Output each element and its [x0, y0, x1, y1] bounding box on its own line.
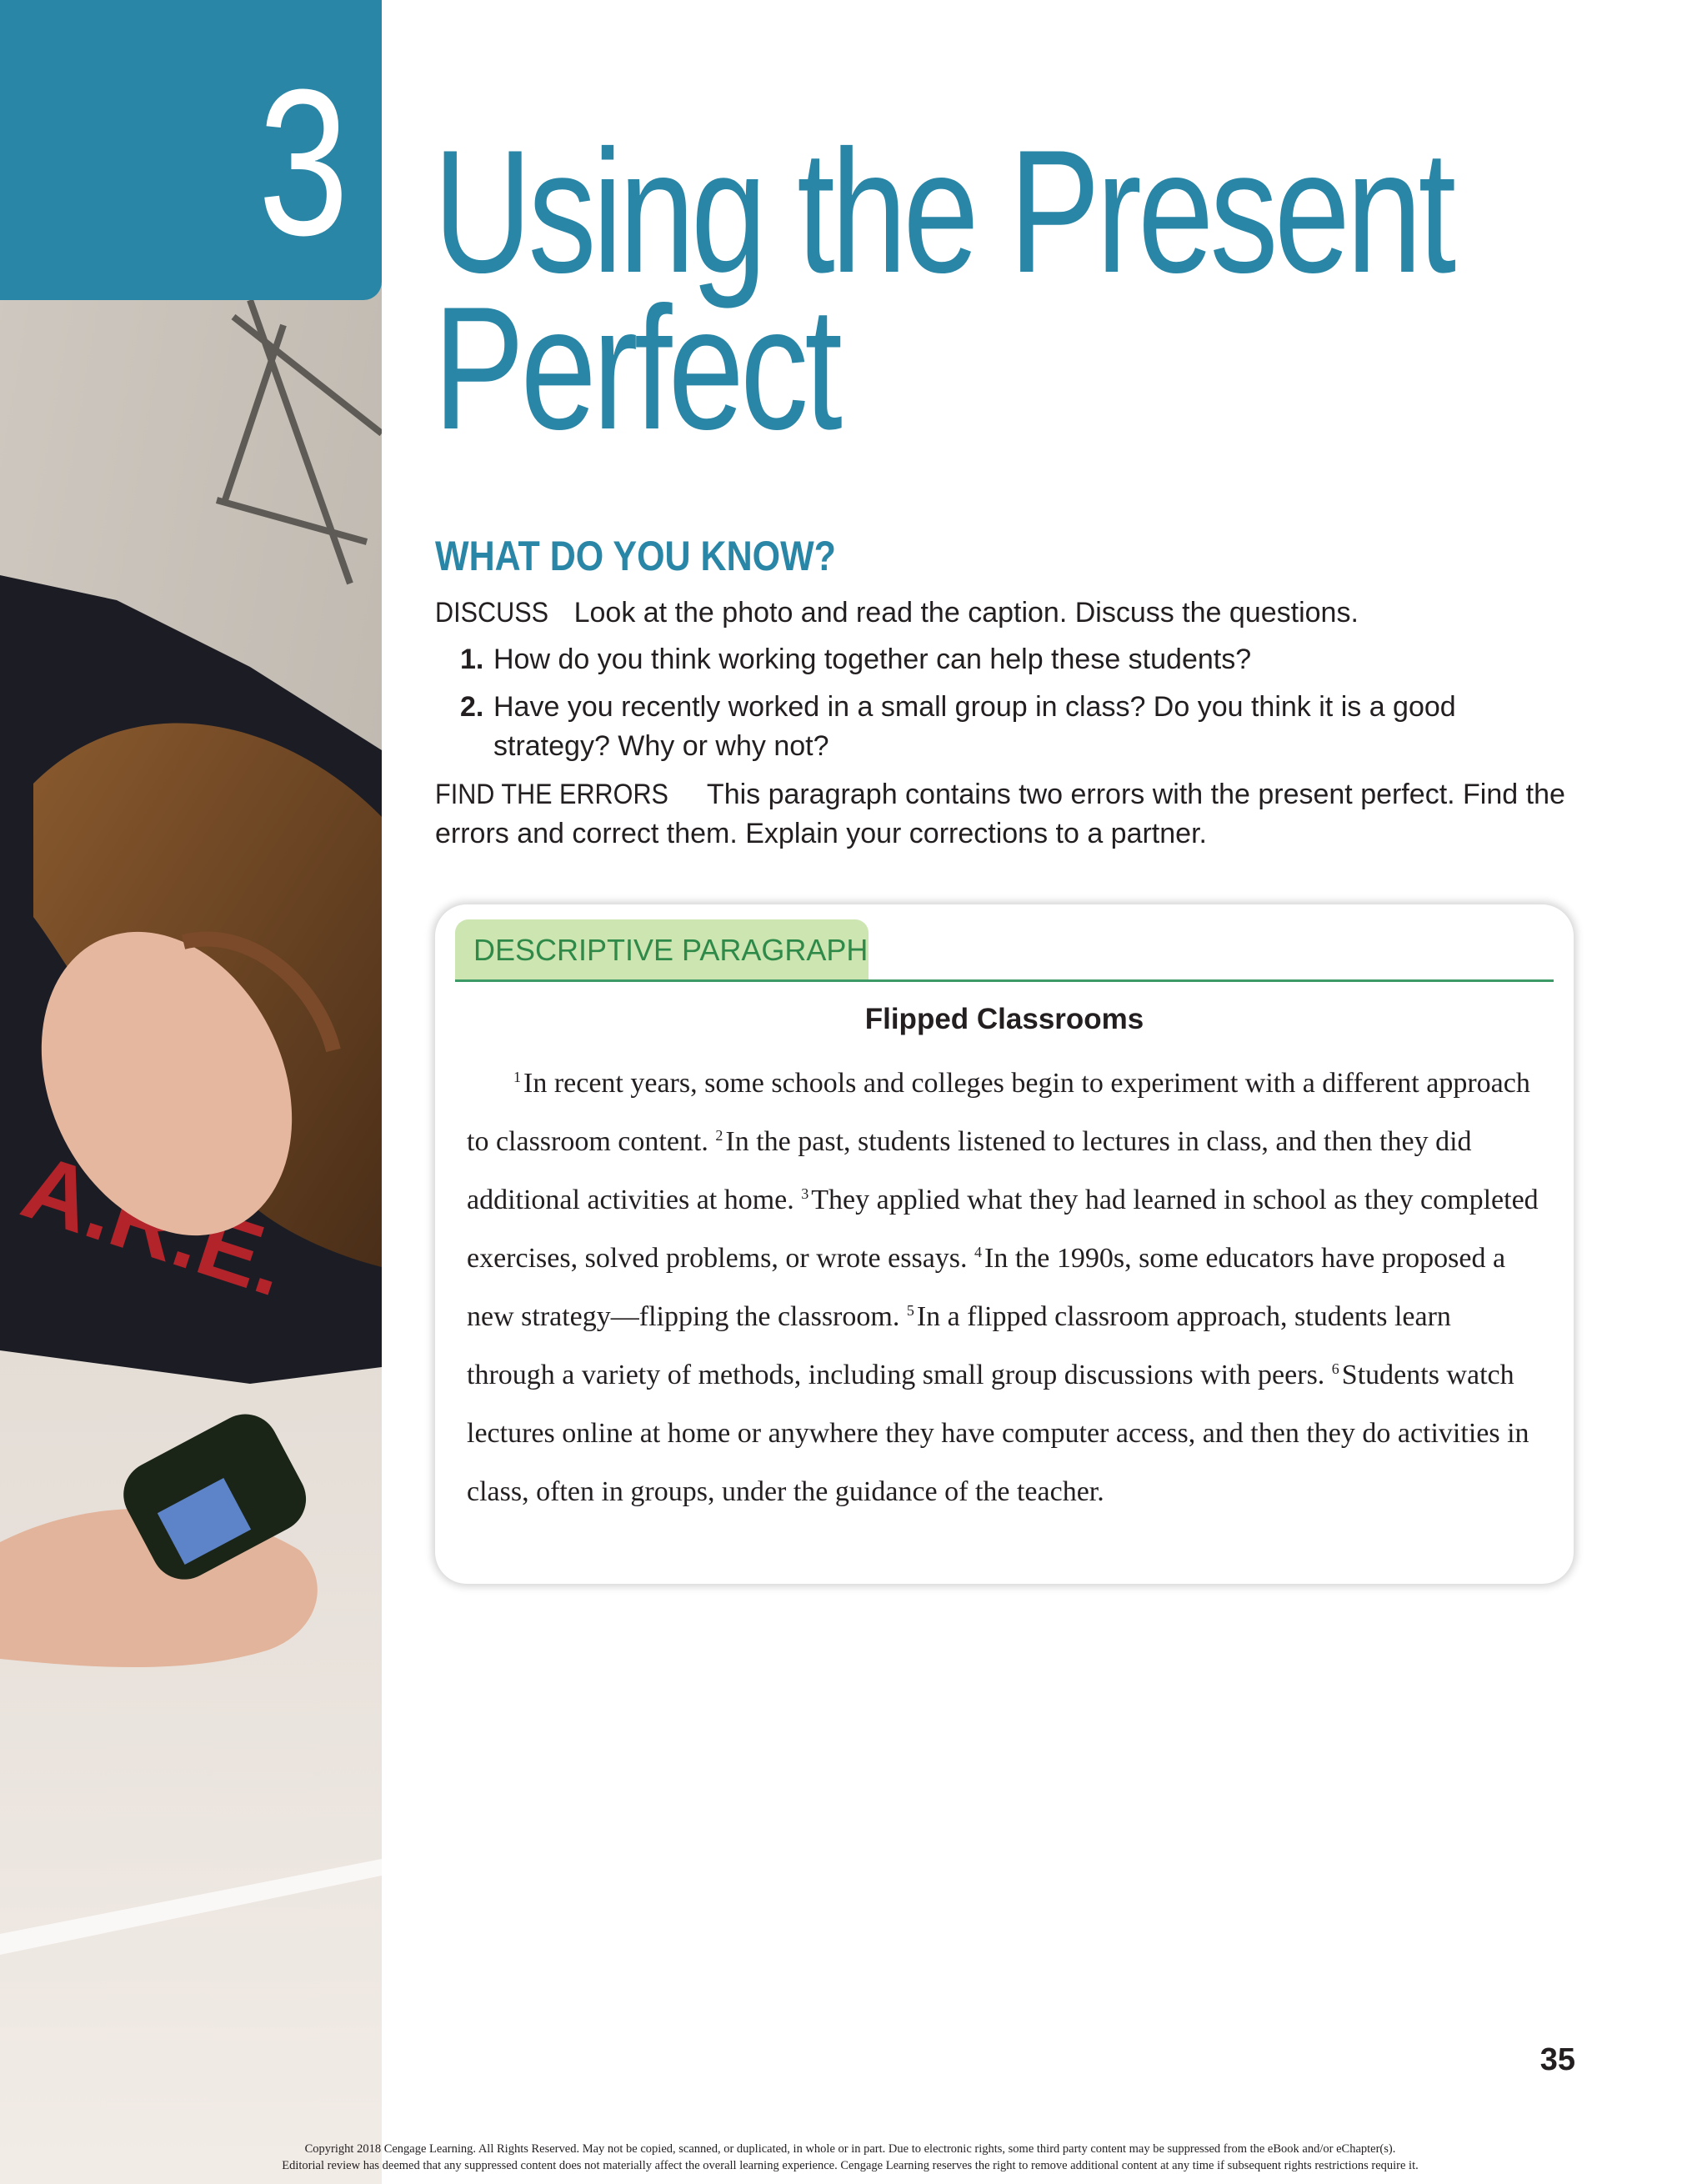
- chapter-number: 3: [258, 46, 343, 278]
- sentence-text: In the past, students listened to lectures in class, and then they did additional activities at home.: [467, 1126, 1472, 1215]
- copyright-notice: [133, 2141, 1567, 2174]
- sentence-number: 5: [906, 1302, 914, 1319]
- section-heading: WHAT DO YOU KNOW?: [435, 533, 836, 579]
- chapter-title: [433, 113, 1453, 466]
- sentence-text: In a flipped classroom approach, students learn through a variety of methods, including small group discussions with peers.: [467, 1301, 1451, 1390]
- sentence-number: 1: [513, 1069, 521, 1085]
- chapter-photo: [0, 0, 382, 2184]
- sentence-text: In recent years, some schools and colleges begin to experiment with a different approach to classroom content.: [467, 1068, 1530, 1157]
- card-divider: [455, 979, 1554, 982]
- find-errors-label: FIND THE ERRORS: [435, 779, 668, 810]
- question-item: [460, 688, 1577, 766]
- question-text: How do you think working together can help these students?: [493, 644, 1252, 675]
- sentence-number: 4: [974, 1244, 983, 1260]
- discuss-instruction: [435, 594, 1585, 633]
- find-errors-instruction: [435, 775, 1569, 854]
- page-number: 35: [1539, 2042, 1575, 2077]
- question-number: 1.: [460, 644, 484, 675]
- paragraph-card: [435, 904, 1574, 1584]
- question-item: [460, 640, 1577, 679]
- question-number: 2.: [460, 691, 484, 723]
- question-list: [460, 640, 1577, 774]
- chapter-number-tab: [0, 0, 382, 300]
- sentence-text: Students watch lectures online at home or anywhere they have computer access, and then they do activities in class, often in groups, under the guidance of the teacher.: [467, 1360, 1529, 1507]
- sentence-number: 2: [715, 1127, 723, 1144]
- chapter-title-line1: Using the Present: [433, 113, 1453, 309]
- sentence-number: 6: [1331, 1360, 1339, 1377]
- chapter-title-line2: Perfect: [433, 270, 839, 466]
- sentence-text: They applied what they had learned in school as they completed exercises, solved problems, or wrote essays.: [467, 1185, 1539, 1274]
- paragraph-body: [467, 1054, 1542, 1521]
- discuss-label: DISCUSS: [435, 597, 549, 629]
- sentence-text: In the 1990s, some educators have proposed a new strategy—flipping the classroom.: [467, 1243, 1506, 1332]
- sentence-number: 3: [801, 1185, 809, 1202]
- paragraph-type-tab: [455, 919, 869, 979]
- question-text: Have you recently worked in a small group in class? Do you think it is a good strategy? Why or why not?: [493, 691, 1456, 762]
- paragraph-type-label: DESCRIPTIVE PARAGRAPH: [473, 933, 869, 967]
- discuss-text: Look at the photo and read the caption. Discuss the questions.: [573, 597, 1359, 629]
- copyright-line: Copyright 2018 Cengage Learning. All Rights Reserved. May not be copied, scanned, or duplicated, in whole or in part. Due to electronic rights, some third party content may be suppressed from the eBook and/or eChapter(s).: [304, 2142, 1396, 2156]
- paragraph-title: Flipped Classrooms: [864, 1003, 1144, 1035]
- find-errors-text: This paragraph contains two errors with the present perfect. Find the errors and correct them. Explain your corrections to a partner.: [435, 779, 1565, 849]
- copyright-line: Editorial review has deemed that any suppressed content does not materially affect the overall learning experience. Cengage Learning reserves the right to remove additional content at any time if subsequent rights restrictions require it.: [282, 2159, 1419, 2172]
